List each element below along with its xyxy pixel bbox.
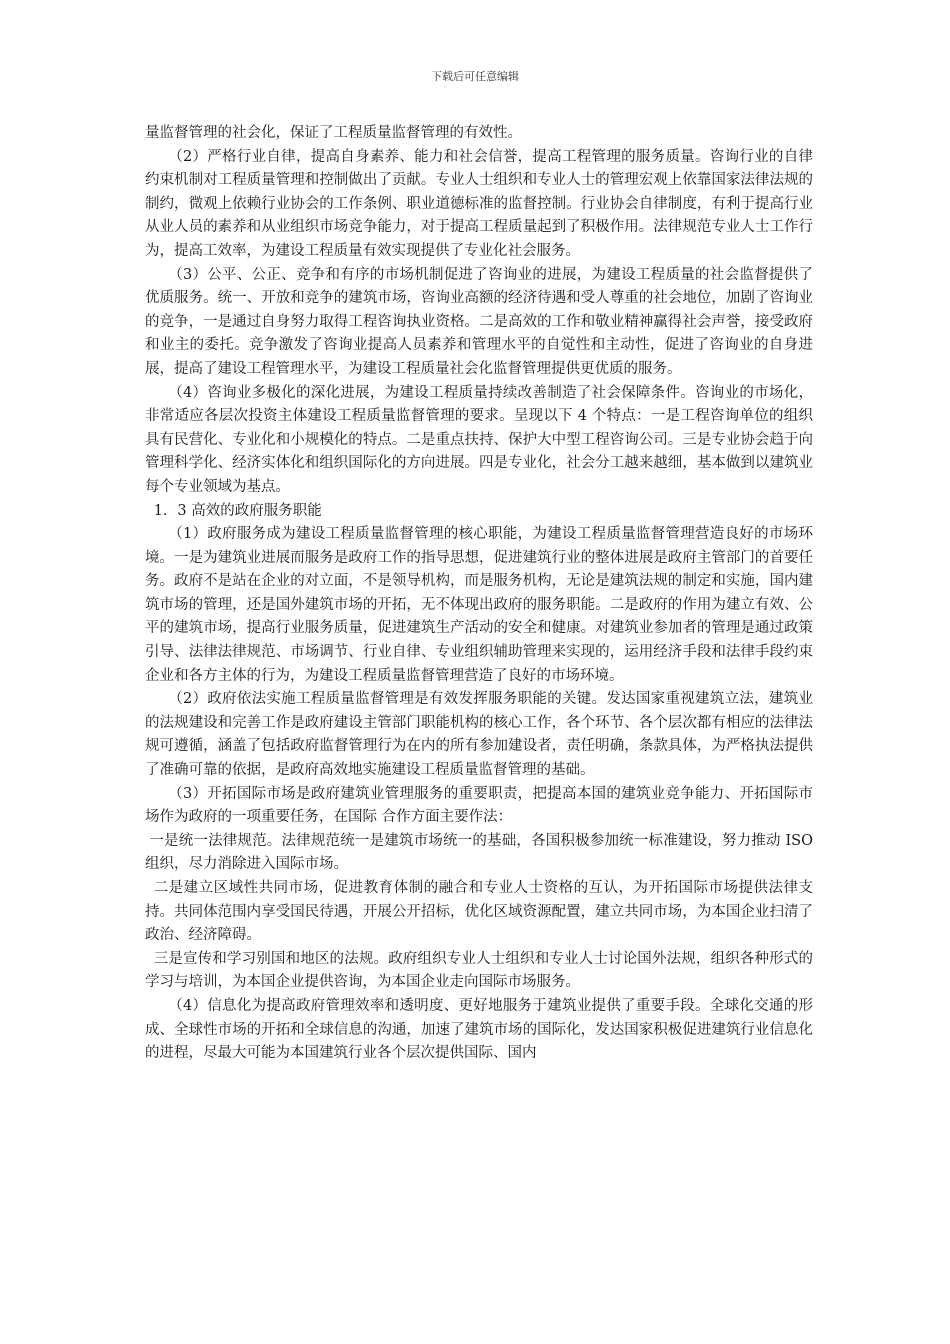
section-heading: 1．3 高效的政府服务职能 [153, 502, 322, 519]
document-body [145, 122, 813, 1066]
page-header: 下载后可任意编辑 [431, 70, 519, 83]
paragraph-point-2: 二是建立区域性共同市场，促进教育体制的融合和专业人士资格的互认，为开拓国际市场提供法律支持。共同体范围内享受国民待遇，开展公开招标，优化区域资源配置，建立共同市场，为本国企业扫清了政治、经济障碍。 [145, 880, 813, 944]
paragraph-point-3: 三是宣传和学习别国和地区的法规。政府组织专业人士组织和专业人士讨论国外法规，组织各种形式的学习与培训，为本国企业提供咨询，为本国企业走向国际市场服务。 [145, 950, 813, 991]
paragraph-gov-2: （2）政府依法实施工程质量监督管理是有效发挥服务职能的关键。发达国家重视建筑立法，建筑业的法规建设和完善工作是政府建设主管部门职能机构的核心工作，各个环节、各个层次都有相应的法律法规可遵循，涵盖了包括政府监督管理行为在内的所有参加建设者，责任明确，条款具体，为严格执法提供了准确可靠的依据，是政府高效地实施建设工程质量监督管理的基础。 [145, 691, 813, 779]
paragraph-item-2: （2）严格行业自律，提高自身素养、能力和社会信誉，提高工程管理的服务质量。咨询行业的自律约束机制对工程质量管理和控制做出了贡献。专业人士组织和专业人士的管理宏观上依靠国家法律法规的制约，微观上依赖行业协会的工作条例、职业道德标准的监督控制。行业协会自律制度，有利于提高行业从业人员的素养和从业组织市场竞争能力，对于提高工程质量起到了积极作用。法律规范专业人士工作行为，提高工效率，为建设工程质量有效实现提供了专业化社会服务。 [145, 148, 813, 259]
paragraph-gov-1: （1）政府服务成为建设工程质量监督管理的核心职能，为建设工程质量监督管理营造良好的市场环境。一是为建筑业进展而服务是政府工作的指导思想，促进建筑行业的整体进展是政府主管部门的首要任务。政府不是站在企业的对立面，不是领导机构，而是服务机构，无论是建筑法规的制定和实施，国内建筑市场的管理，还是国外建筑市场的开拓，无不体现出政府的服务职能。二是政府的作用为建立有效、公平的建筑市场，提高行业服务质量，促进建筑生产活动的安全和健康。对建筑业参加者的管理是通过政策引导、法律法律规范、市场调节、行业自律、专业组织辅助管理来实现的，运用经济手段和法律手段约束企业和各方主体的行为，为建设工程质量监督管理营造了良好的市场环境。 [145, 526, 813, 684]
paragraph-continuation: 量监督管理的社会化，保证了工程质量监督管理的有效性。 [145, 125, 522, 141]
paragraph-gov-4: （4）信息化为提高政府管理效率和透明度、更好地服务于建筑业提供了重要手段。全球化交通的形成、全球性市场的开拓和全球信息的沟通，加速了建筑市场的国际化，发达国家积极促进建筑行业信息化的进程，尽最大可能为本国建筑行业各个层次提供国际、国内 [145, 997, 813, 1062]
paragraph-item-4: （4）咨询业多极化的深化进展，为建设工程质量持续改善制造了社会保障条件。咨询业的市场化，非常适应各层次投资主体建设工程质量监督管理的要求。呈现以下 4 个特点：一是工程咨询单位的组织具有民营化、专业化和小规模化的特点。二是重点扶持、保护大中型工程咨询公司。三是专业协会趋于向管理科学化、经济实体化和组织国际化的方向进展。四是专业化，社会分工越来越细，基本做到以建筑业每个专业领域为基点。 [145, 384, 813, 495]
paragraph-item-3: （3）公平、公正、竞争和有序的市场机制促进了咨询业的进展，为建设工程质量的社会监督提供了优质服务。统一、开放和竞争的建筑市场，咨询业高额的经济待遇和受人尊重的社会地位，加剧了咨询业的竞争，一是通过自身努力取得工程咨询执业资格。二是高效的工作和敬业精神赢得社会声誉，接受政府和业主的委托。竞争激发了咨询业提高人员素养和管理水平的自觉性和主动性，促进了咨询业的自身进展，提高了建设工程管理水平，为建设工程质量社会化监督管理提供更优质的服务。 [145, 266, 813, 377]
paragraph-point-1: 一是统一法律规范。法律规范统一是建筑市场统一的基础，各国积极参加统一标准建设，努力推动 ISO 组织，尽力消除进入国际市场。 [145, 832, 813, 873]
paragraph-gov-3: （3）开拓国际市场是政府建筑业管理服务的重要职责，把提高本国的建筑业竞争能力、开拓国际市场作为政府的一项重要任务，在国际 合作方面主要作法： [145, 785, 813, 826]
